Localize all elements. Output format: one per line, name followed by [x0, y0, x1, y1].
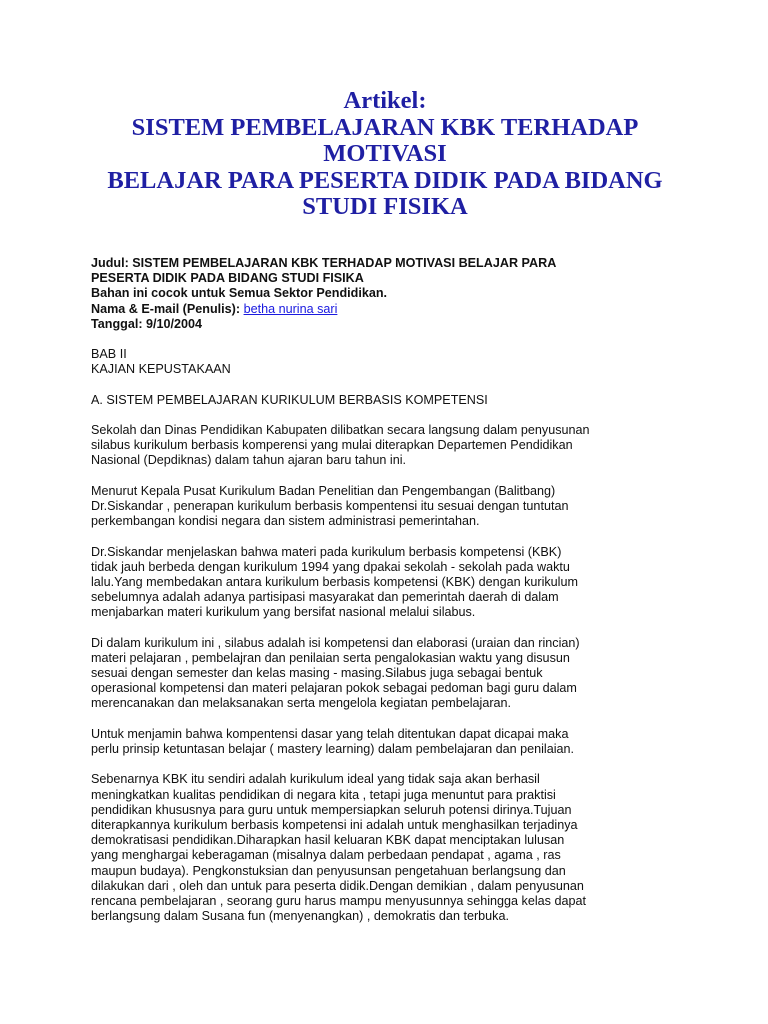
paragraph-line: rencana pembelajaran , seorang guru harus mampu menyusunnya sehingga kelas dapat — [91, 893, 586, 908]
title-line: MOTIVASI — [323, 140, 447, 167]
paragraph — [91, 545, 691, 621]
meta-nama-label: Nama & E-mail (Penulis): — [91, 301, 241, 316]
meta-author-line — [91, 302, 691, 317]
paragraph-line: perlu prinsip ketuntasan belajar ( mastery learning) dalam pembelajaran dan penilaian. — [91, 742, 575, 756]
section-heading: A. SISTEM PEMBELAJARAN KURIKULUM BERBASIS KOMPETENSI — [91, 392, 488, 407]
title-line: STUDI FISIKA — [302, 193, 468, 220]
author-link[interactable]: betha nurina sari — [243, 301, 338, 316]
paragraph-line: perkembangan kondisi negara dan sistem administrasi pemerintahan. — [91, 514, 480, 529]
title-line: BELAJAR PARA PESERTA DIDIK PADA BIDANG — [107, 166, 663, 194]
paragraph-line: yang menghargai keberagaman (misalnya dalam perbedaan pendapat , agama , ras — [91, 848, 561, 863]
paragraph — [91, 484, 691, 530]
paragraph-line: dilakukan dari , oleh dan untuk para peserta didik.Dengan demikian , dalam penyusunan — [91, 878, 584, 893]
meta-block — [91, 256, 691, 332]
paragraph-line: berlangsung dalam Susana fun (menyenangkan) , demokratis dan terbuka. — [91, 909, 509, 924]
title-line: Artikel: — [343, 87, 427, 114]
meta-tanggal: Tanggal: 9/10/2004 — [91, 316, 203, 331]
paragraph-line: demokratisasi pendidikan.Diharapkan hasil keluaran KBK dapat menciptakan lulusan — [91, 833, 565, 848]
meta-bahan: Bahan ini cocok untuk Semua Sektor Pendidikan. — [91, 286, 388, 301]
paragraph — [91, 636, 691, 712]
paragraph — [91, 423, 691, 469]
chapter-number: BAB II — [91, 347, 127, 362]
title-line: SISTEM PEMBELAJARAN KBK TERHADAP — [131, 113, 639, 141]
paragraph-line: meningkatkan kualitas pendidikan di negara kita , tetapi juga menuntut para praktisi — [91, 787, 556, 802]
meta-judul-line: PESERTA DIDIK PADA BIDANG STUDI FISIKA — [91, 271, 364, 286]
paragraph — [91, 772, 691, 924]
paragraph-line: Dr.Siskandar , penerapan kurikulum berbasis kompentensi itu sesuai dengan tuntutan — [91, 499, 569, 513]
paragraph-line: diterapkannya kurikulum berbasis kompetensi ini adalah untuk menghasilkan terjadinya — [91, 817, 578, 832]
paragraph-line: sebelumnya adalah adanya partisipasi masyarakat dan pemerintah daerah di dalam — [91, 590, 559, 605]
paragraph — [91, 727, 691, 757]
paragraph-line: menjabarkan materi kurikulum yang bersifat nasional melalui silabus. — [91, 605, 476, 620]
paragraph-line: Di dalam kurikulum ini , silabus adalah isi kompetensi dan elaborasi (uraian dan rincian) — [91, 635, 580, 650]
paragraph-line: Menurut Kepala Pusat Kurikulum Badan Penelitian dan Pengembangan (Balitbang) — [91, 483, 556, 498]
paragraph-line: Untuk menjamin bahwa kompentensi dasar yang telah ditentukan dapat dicapai maka — [91, 726, 569, 741]
chapter-title: KAJIAN KEPUSTAKAAN — [91, 362, 231, 377]
meta-judul-line: Judul: SISTEM PEMBELAJARAN KBK TERHADAP MOTIVASI BELAJAR PARA — [91, 256, 557, 270]
paragraph-line: Dr.Siskandar menjelaskan bahwa materi pada kurikulum berbasis kompetensi (KBK) — [91, 544, 562, 559]
paragraph-line: Sekolah dan Dinas Pendidikan Kabupaten dilibatkan secara langsung dalam penyusunan — [91, 423, 590, 438]
article-body — [91, 256, 691, 924]
paragraph-line: maupun budaya). Pengkonstuksian dan penyusunsan pengetahuan berlangsung dan — [91, 863, 566, 878]
paragraph-line: materi pelajaran , pembelajran dan penilaian serta pengalokasian waktu yang disusun — [91, 650, 570, 665]
paragraph-line: tidak jauh berbeda dengan kurikulum 1994 yang dpakai sekolah - sekolah pada waktu — [91, 559, 570, 574]
paragraph-line: operasional kompetensi dan materi pelajaran pokok sebagai pedoman bagi guru dalam — [91, 681, 577, 696]
article-title — [60, 88, 710, 221]
paragraph-line: lalu.Yang membedakan antara kurikulum berbasis kompetensi (KBK) dengan kurikulum — [91, 574, 578, 589]
paragraph-line: Sebenarnya KBK itu sendiri adalah kurikulum ideal yang tidak saja akan berhasil — [91, 772, 540, 787]
paragraph-line: pendidikan khususnya para guru untuk mempersiapkan seluruh potensi dirinya.Tujuan — [91, 802, 572, 817]
paragraph-line: merencanakan dan melaksanakan serta mengelola kegiatan pembelajaran. — [91, 696, 512, 711]
paragraph-line: silabus kurikulum berbasis komperensi yang mulai diterapkan Departemen Pendidikan — [91, 438, 573, 453]
paragraph-line: sesuai dengan semester dan kelas masing - masing.Silabus juga sebagai bentuk — [91, 666, 543, 681]
paragraph-line: Nasional (Depdiknas) dalam tahun ajaran baru tahun ini. — [91, 453, 407, 468]
